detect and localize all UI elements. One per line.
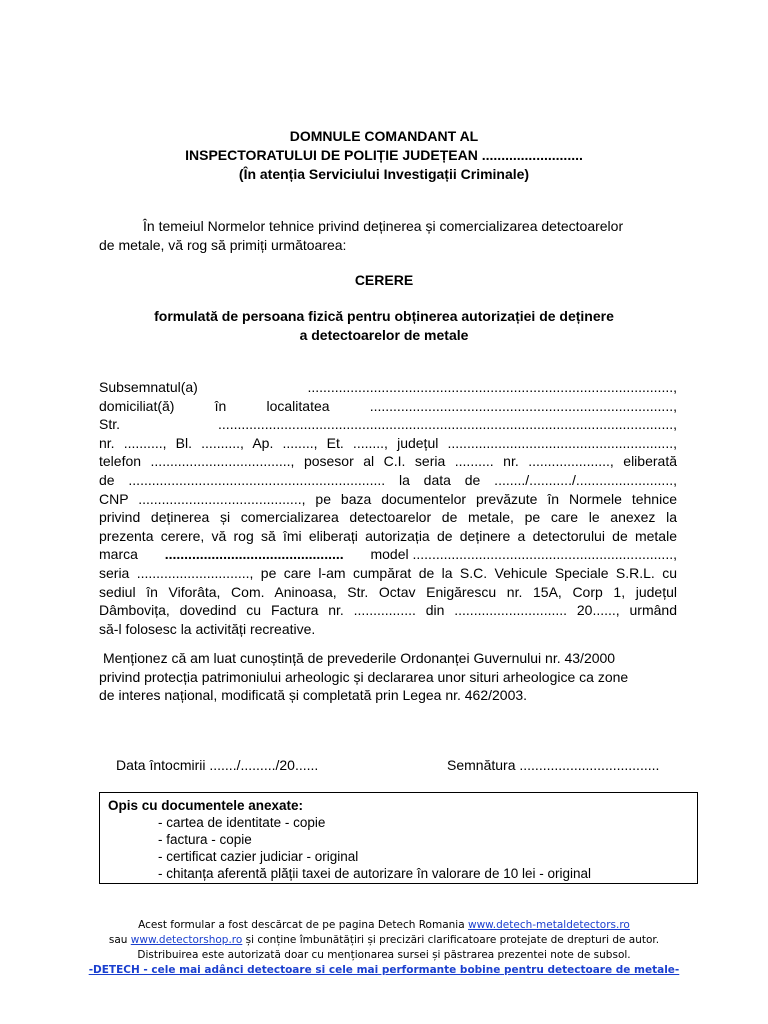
form-line-address-number: nr. .........., Bl. .........., Ap. ........, Et. ........, județul .........................................................., [99,435,677,451]
header-line-2: INSPECTORATULUI DE POLIȚIE JUDEȚEAN .......................... [185,147,583,163]
footer-line-3: Distribuirea este autorizată doar cu menționarea sursei și păstrarea prezentei note de subsol. [137,949,631,961]
subtitle-line-1: formulată de persoana fizică pentru obținerea autorizației de deținere [154,308,614,324]
detech-slogan-link[interactable]: -DETECH - cele mai adânci detectoare si cele mai performante bobine pentru detectoare de metale- [88,964,680,976]
footer-text-1: Acest formular a fost descărcat de pe pagina Detech Romania [138,919,468,931]
footer-line-2 [0,933,768,948]
annex-list-title: Opis cu documentele anexate: [108,798,304,813]
annex-item: - cartea de identitate - copie [158,815,326,830]
form-line-name: Subsemnatul(a) .............................................................................................., [99,379,677,395]
form-line-issued: de .................................................................. la data de ......../.........../........................., [99,472,677,488]
subtitle-line-2: a detectoarelor de metale [299,327,469,343]
mention-line-3: de interes național, modificată și completată prin Legea nr. 462/2003. [99,687,528,703]
intro-line-1: În temeiul Normelor tehnice privind deținerea și comercializarea detectoarelor [143,218,624,234]
annex-list-box [99,792,698,884]
footer-line-1 [0,918,768,933]
form-line-phone: telefon ...................................., posesor al C.I. seria .......... nr. ....................., eliberată [99,453,677,469]
date-field: Data întocmirii ......./........./20...... [116,757,319,773]
form-line-street: Str. ....................................................................................................................., [99,416,677,432]
header-line-1: DOMNULE COMANDANT AL [289,128,479,144]
detech-link[interactable]: www.detech-metaldetectors.ro [467,919,630,931]
form-line-cnp: CNP .........................................., pe baza documentelor prevăzute în Normele tehnice [99,491,677,507]
form-line-seat: sediul în Viforâta, Com. Aninoasa, Str. Octav Enigărescu nr. 15A, Corp 1, județul [99,584,677,600]
footer-text-2b: și conține îmbunătățiri și precizări clarificatoare protejate de drepturi de autor. [242,934,660,946]
form-line-series: seria ............................., pe care l-am cumpărat de la S.C. Vehicule Speciale S.R.L. cu [99,565,677,581]
mention-line-2: privind protecția patrimoniului arheologic și declararea unor situri arheologice ca zone [99,669,629,685]
form-line-invoice: Dâmbovița, dovedind cu Factura nr. ................ din ............................. 20......, urmând [99,602,677,618]
form-line-text-2: prezenta cerere, vă rog să îmi eliberați autorizația de deținere a detectorului de metale [99,528,677,544]
annex-item: - certificat cazier judiciar - original [158,849,359,864]
brand-label: marca [99,546,138,562]
brand-blank: .............................................. [164,546,344,562]
signature-field: Semnătura .................................... [447,757,660,773]
annex-item: - chitanța aferentă plății taxei de autorizare în valorare de 10 lei - original [158,866,591,881]
form-line-purpose: să-l folosesc la activități recreative. [99,621,316,637]
annex-item: - factura - copie [158,832,252,847]
form-line-locality: domiciliat(ă) în localitatea .............................................................................., [99,398,677,414]
document-title: CERERE [354,272,414,288]
form-line-text-1: privind deținerea și comercializarea detectoarelor de metale, pe care le anexez la [99,509,677,525]
model-label: model ..................................................................., [370,546,677,562]
footer-line-4 [0,963,768,978]
mention-line-1: Menționez că am luat cunoștință de prevederile Ordonanței Guvernului nr. 43/2000 [103,650,616,666]
intro-line-2: de metale, vă rog să primiți următoarea: [99,237,347,253]
header-line-3: (În atenția Serviciului Investigații Criminale) [238,166,530,182]
detectorshop-link[interactable]: www.detectorshop.ro [130,934,243,946]
footer-text-2a: sau [108,934,131,946]
form-line-brand-model [99,545,677,564]
